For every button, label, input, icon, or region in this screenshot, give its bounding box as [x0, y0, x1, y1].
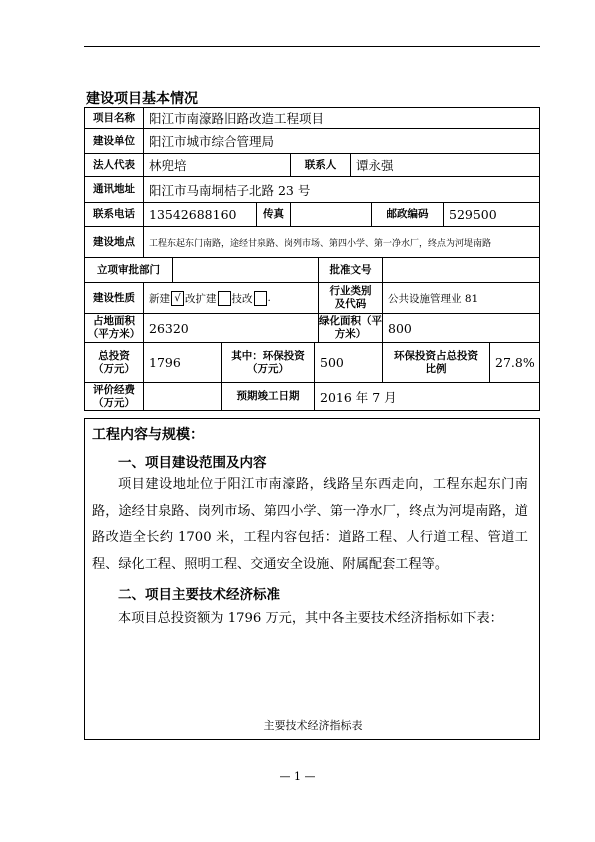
env-invest-label: 其中：环保投资（万元）	[222, 343, 315, 383]
address-value: 阳江市马南垌桔子北路 23 号	[144, 177, 539, 203]
area-value: 26320	[144, 314, 319, 343]
nature-new-checkbox[interactable]: √	[171, 291, 184, 306]
unit-value: 阳江市城市综合管理局	[144, 129, 539, 154]
green-label: 绿化面积（平方米）	[319, 314, 383, 343]
section-1-paragraph: 项目建设地址位于阳江市南濠路，线路呈东西走向，工程东起东门南路，途经甘泉路、岗列市场、第四小学、第一净水厂，终点为河堤南路，道路改造全长约 1700 米，工程内容包括：道路工程、人行道工程、管道工程、绿化工程、照明工程、交通安全设施、附属配套工程等。	[92, 477, 528, 572]
env-ratio-value: 27.8%	[490, 343, 539, 383]
nature-options	[144, 283, 319, 314]
contact-value: 谭永强	[351, 154, 539, 177]
nature-expand-checkbox[interactable]	[218, 291, 231, 306]
content-title: 工程内容与规模：	[92, 427, 204, 443]
postcode-value: 529500	[444, 203, 539, 227]
nature-end-mark: .	[267, 292, 271, 304]
phone-value: 13542688160	[144, 203, 257, 227]
project-name-label: 项目名称	[85, 108, 144, 129]
nature-new-text: 新建	[149, 292, 170, 305]
fax-label: 传真	[257, 203, 291, 227]
location-value: 工程东起东门南路，途经甘泉路、岗列市场、第四小学、第一净水厂，终点为河堤南路	[144, 227, 539, 258]
nature-tech-checkbox[interactable]	[254, 291, 267, 306]
location-label: 建设地点	[85, 227, 144, 258]
finish-label: 预期竣工日期	[222, 383, 315, 410]
green-value: 800	[383, 314, 539, 343]
phone-label: 联系电话	[85, 203, 144, 227]
postcode-label: 邮政编码	[372, 203, 444, 227]
fax-value	[291, 203, 372, 227]
header-rule	[84, 46, 540, 47]
section-2-title: 二、项目主要技术经济标准	[118, 587, 280, 603]
approval-no-value	[383, 258, 539, 283]
nature-expand-text: 改扩建	[185, 292, 217, 305]
nature-tech-text: 技改	[231, 292, 253, 305]
eval-fee-value	[144, 383, 222, 410]
legal-label: 法人代表	[85, 154, 144, 177]
legal-value: 林兜培	[144, 154, 291, 177]
approval-no-label: 批准文号	[319, 258, 383, 283]
env-ratio-label: 环保投资占总投资比例	[383, 343, 490, 383]
basic-info-table	[84, 107, 540, 411]
env-invest-value: 500	[315, 343, 383, 383]
finish-value: 2016 年 7 月	[320, 389, 397, 405]
section-heading: 建设项目基本情况	[86, 91, 198, 107]
approval-dept-label: 立项审批部门	[85, 258, 173, 283]
approval-dept-value	[173, 258, 319, 283]
table-caption: 主要技术经济指标表	[263, 719, 363, 732]
eval-fee-label: 评价经费（万元）	[85, 383, 144, 410]
section-2-paragraph: 本项目总投资额为 1796 万元，其中各主要技术经济指标如下表：	[118, 611, 503, 626]
section-1-title: 一、项目建设范围及内容	[118, 455, 267, 471]
invest-label: 总投资（万元）	[85, 343, 144, 383]
invest-value: 1796	[144, 343, 222, 383]
unit-label: 建设单位	[85, 129, 144, 154]
industry-label: 行业类别及代码	[319, 283, 383, 314]
page-number: — 1 —	[279, 770, 316, 783]
address-label: 通讯地址	[85, 177, 144, 203]
nature-label: 建设性质	[85, 283, 144, 314]
project-name-value: 阳江市南濠路旧路改造工程项目	[144, 108, 539, 129]
industry-value: 公共设施管理业 81	[383, 283, 539, 314]
area-label: 占地面积（平方米）	[85, 314, 144, 343]
contact-label: 联系人	[291, 154, 351, 177]
